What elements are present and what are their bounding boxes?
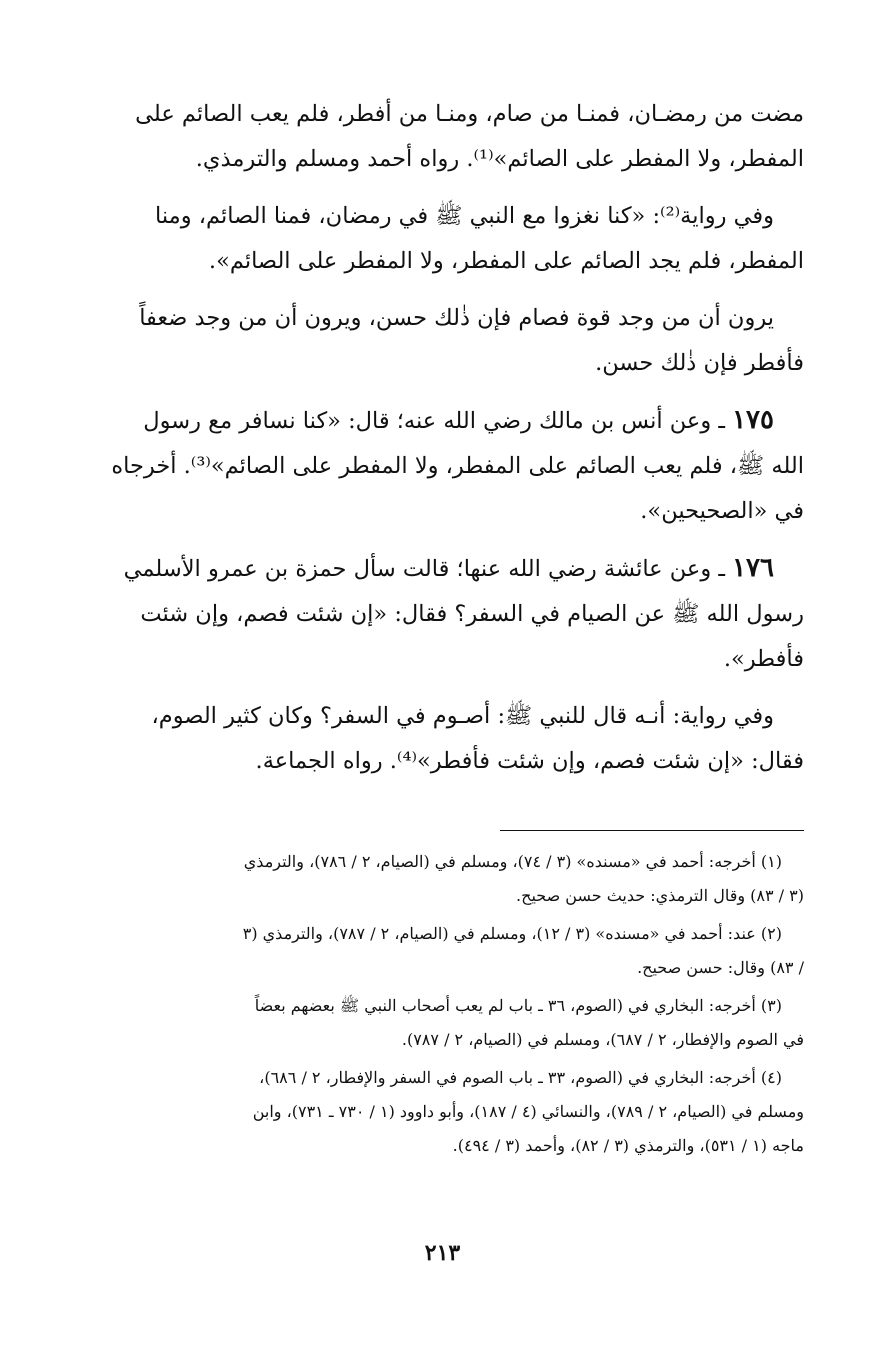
paragraph-2-line-2: المفطر، فلم يجد الصائم على المفطر، ولا المفطر على الصائم». [208, 248, 804, 274]
hadith-176 [78, 546, 804, 682]
footnote-1 [78, 845, 804, 913]
paragraph-1-line-2: المفطر، ولا المفطر على الصائم»⁽¹⁾. رواه أحمد ومسلم والترمذي. [195, 146, 804, 172]
footnote-3-line-1: (٣) أخرجه: البخاري في (الصوم، ٣٦ ـ باب لم يعب أصحاب النبي ﷺ بعضهم بعضاً [254, 996, 782, 1015]
footnote-3-line-2: في الصوم والإفطار، ٢ / ٦٨٧)، ومسلم في (الصيام، ٢ / ٧٨٧). [401, 1030, 804, 1049]
hadith-175 [78, 398, 804, 534]
hadith-175-line-3: في «الصحيحين». [640, 498, 804, 524]
footnote-3 [78, 989, 804, 1057]
footnote-1-line-1: (١) أخرجه: أحمد في «مسنده» (٣ / ٧٤)، ومسلم في (الصيام، ٢ / ٧٨٦)، والترمذي [243, 852, 782, 871]
footnote-2-line-2: / ٨٣) وقال: حسن صحيح. [637, 958, 804, 977]
hadith-175-line-1: ـ وعن أنس بن مالك رضي الله عنه؛ قال: «كنا نسافر مع رسول [143, 408, 725, 434]
footnote-2 [78, 917, 804, 985]
hadith-175-line-2: الله ﷺ، فلم يعب الصائم على المفطر، ولا المفطر على الصائم»⁽³⁾. أخرجاه [111, 453, 804, 479]
footnote-4-line-3: ماجه (١ / ٥٣١)، والترمذي (٣ / ٨٢)، وأحمد (٣ / ٤٩٤). [452, 1136, 804, 1155]
footnote-separator [500, 830, 804, 831]
paragraph-6-line-1: وفي رواية: أنـه قال للنبي ﷺ: أصـوم في السفر؟ وكان كثير الصوم، [151, 703, 774, 729]
paragraph-3-line-2: فأفطر فإن ذٰلك حسن. [595, 350, 804, 376]
paragraph-3-line-1: يرون أن من وجد قوة فصام فإن ذٰلك حسن، ويرون أن من وجد ضعفاً [139, 305, 774, 331]
footnote-4 [78, 1061, 804, 1163]
paragraph-1-line-1: مضت من رمضـان، فمنـا من صام، ومنـا من أفطر، فلم يعب الصائم على [135, 101, 804, 127]
paragraph-6 [78, 694, 804, 784]
hadith-176-line-1: ـ وعن عائشة رضي الله عنها؛ قالت سأل حمزة بن عمرو الأسلمي [123, 556, 725, 582]
paragraph-3 [78, 296, 804, 386]
hadith-176-line-3: فأفطر». [723, 646, 804, 672]
hadith-176-line-2: رسول الله ﷺ عن الصيام في السفر؟ فقال: «إن شئت فصم، وإن شئت [140, 601, 804, 627]
hadith-number: ١٧٥ [732, 405, 774, 435]
page-number: ٢١٣ [424, 1240, 461, 1266]
paragraph-2 [78, 194, 804, 284]
footnote-1-line-2: (٣ / ٨٣) وقال الترمذي: حديث حسن صحيح. [516, 886, 804, 905]
paragraph-1 [78, 92, 804, 182]
footnotes [78, 845, 804, 1167]
hadith-number: ١٧٦ [732, 553, 774, 583]
footnote-4-line-1: (٤) أخرجه: البخاري في (الصوم، ٣٣ ـ باب الصوم في السفر والإفطار، ٢ / ٦٨٦)، [259, 1068, 782, 1087]
paragraph-2-line-1: وفي رواية⁽²⁾: «كنا نغزوا مع النبي ﷺ في رمضان، فمنا الصائم، ومنا [155, 203, 774, 229]
main-text [78, 92, 804, 796]
footnote-2-line-1: (٢) عند: أحمد في «مسنده» (٣ / ١٢)، ومسلم في (الصيام، ٢ / ٧٨٧)، والترمذي (٣ [242, 924, 782, 943]
footnote-4-line-2: ومسلم في (الصيام، ٢ / ٧٨٩)، والنسائي (٤ / ١٨٧)، وأبو داوود (١ / ٧٣٠ ـ ٧٣١)، وابن [252, 1102, 804, 1121]
paragraph-6-line-2: فقال: «إن شئت فصم، وإن شئت فأفطر»⁽⁴⁾. رواه الجماعة. [255, 748, 804, 774]
